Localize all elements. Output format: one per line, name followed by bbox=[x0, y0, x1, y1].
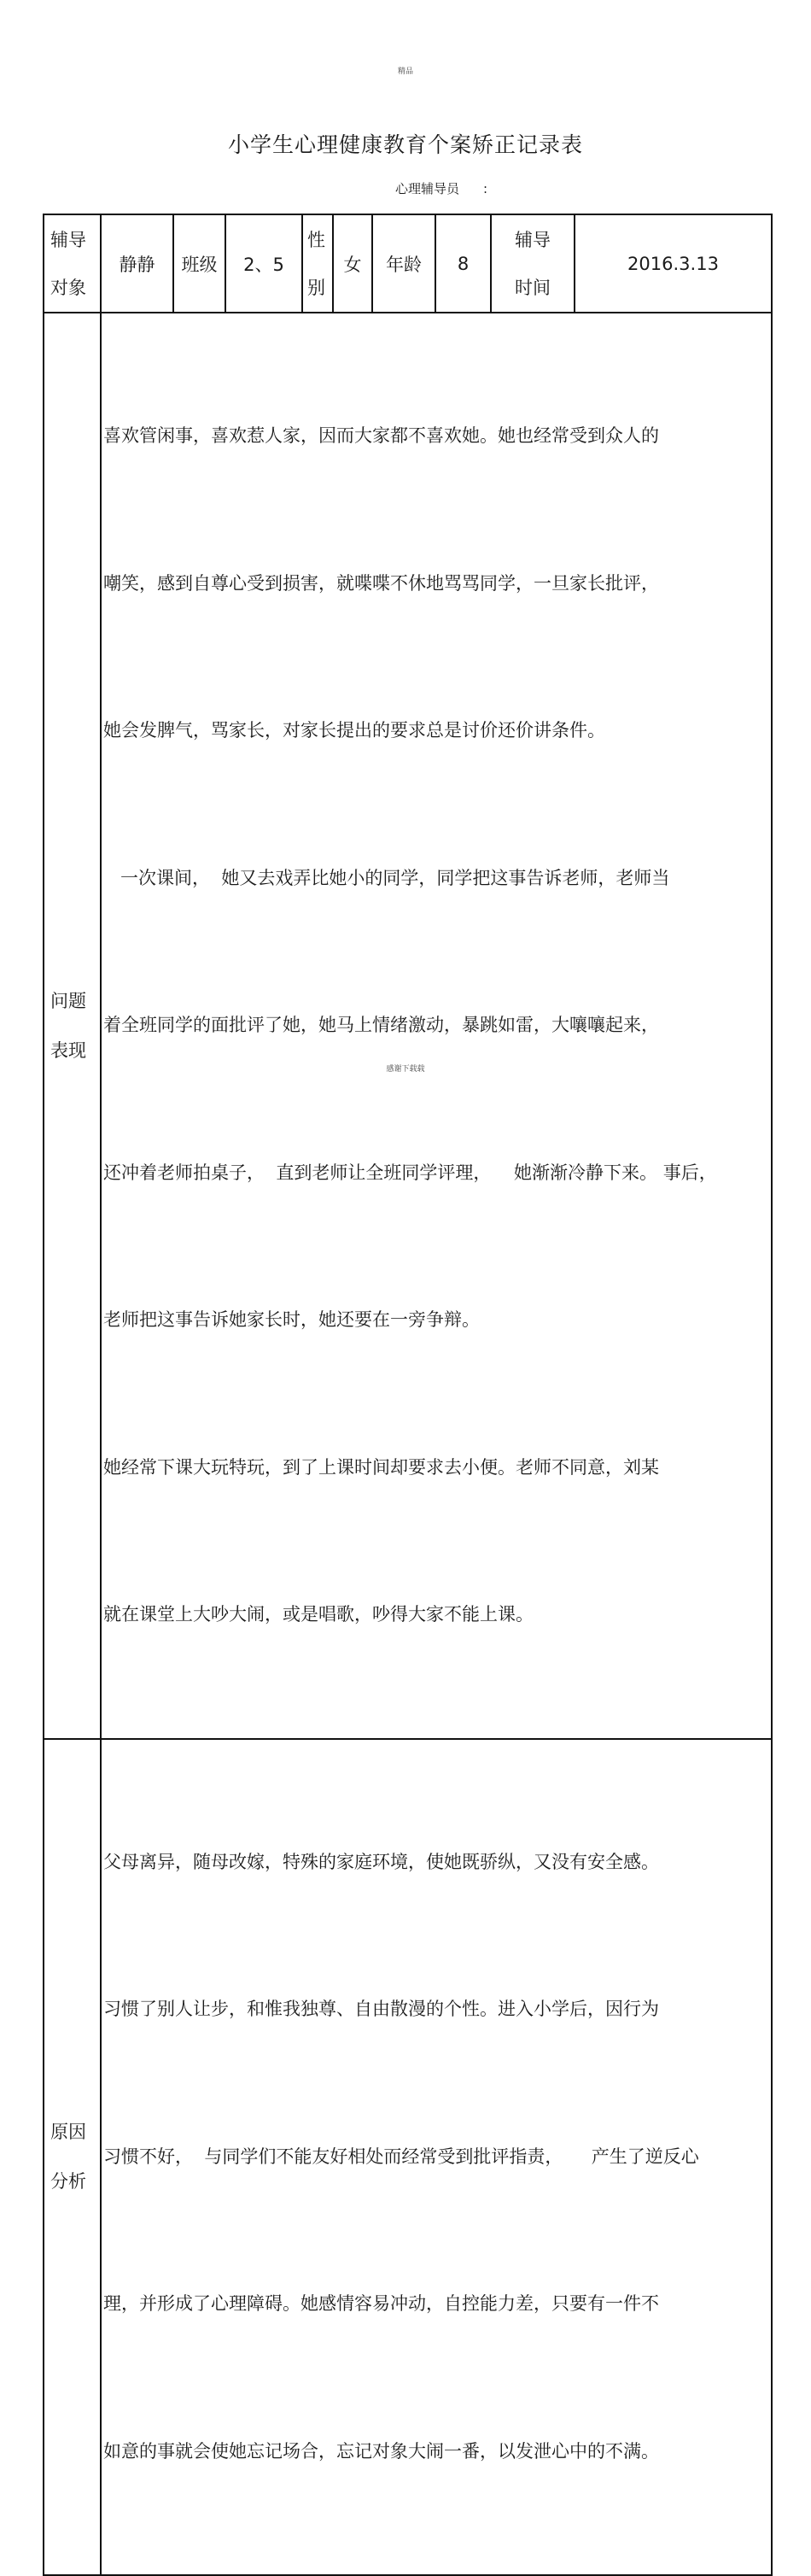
problem-line: 她会发脾气，骂家长，对家长提出的要求总是讨价还价讲条件。 bbox=[103, 720, 605, 741]
header-mark: 精品 bbox=[397, 67, 413, 76]
subject-label-top: 辅导 bbox=[50, 229, 86, 250]
cause-label-bottom: 分析 bbox=[50, 2171, 86, 2193]
counselor-line bbox=[395, 179, 487, 197]
cause-line: 习惯了别人让步，和惟我独尊、自由散漫的个性。进入小学后，因行为 bbox=[103, 1999, 659, 2019]
cause-content bbox=[101, 1739, 772, 2576]
student-name: 静静 bbox=[101, 214, 173, 313]
cause-line: 理，并形成了心理障碍。她感情容易冲动，自控能力差，只要有一件不 bbox=[103, 2293, 659, 2314]
cause-row bbox=[44, 1739, 772, 2576]
age-label: 年龄 bbox=[372, 214, 435, 313]
class-label: 班级 bbox=[173, 214, 225, 313]
problem-label-bottom: 表现 bbox=[50, 1039, 86, 1061]
problem-content bbox=[101, 313, 772, 1739]
time-label-cell bbox=[491, 214, 575, 313]
counseling-date: 2016.3.13 bbox=[575, 214, 772, 313]
cause-line: 父母离异，随母改嫁，特殊的家庭环境，使她既骄纵，又没有安全感。 bbox=[103, 1851, 659, 1872]
cause-line: 如意的事就会使她忘记场合，忘记对象大闹一番，以发泄心中的不满。 bbox=[103, 2440, 659, 2462]
counselor-label: 心理辅导员 bbox=[395, 181, 460, 196]
class-value: 2、5 bbox=[225, 214, 302, 313]
footer-mark: 感谢下载载 bbox=[386, 1065, 425, 1074]
gender-label-bottom: 别 bbox=[307, 277, 325, 298]
problem-line: 一次课间， 她又去戏弄比她小的同学，同学把这事告诉老师，老师当 bbox=[103, 867, 670, 888]
subject-label-bottom: 对象 bbox=[50, 277, 86, 298]
problem-line: 就在课堂上大吵大闹，或是唱歌，吵得大家不能上课。 bbox=[103, 1604, 534, 1625]
cause-label-cell bbox=[44, 1739, 101, 2576]
problem-line: 老师把这事告诉她家长时，她还要在一旁争辩。 bbox=[103, 1309, 480, 1330]
problem-line: 着全班同学的面批评了她，她马上情绪激动，暴跳如雷，大嚷嚷起来， bbox=[103, 1015, 659, 1035]
info-row bbox=[44, 214, 772, 313]
problem-label-cell bbox=[44, 313, 101, 1739]
gender-value: 女 bbox=[333, 214, 372, 313]
page-title: 小学生心理健康教育个案矫正记录表 bbox=[227, 132, 583, 157]
time-label-bottom: 时间 bbox=[515, 277, 551, 298]
problem-line: 喜欢管闲事，喜欢惹人家，因而大家都不喜欢她。她也经常受到众人的 bbox=[103, 425, 659, 446]
gender-label-top: 性 bbox=[307, 229, 325, 250]
problem-line: 嘲笑，感到自尊心受到损害，就喋喋不休地骂骂同学，一旦家长批评， bbox=[103, 572, 659, 594]
subject-label-cell bbox=[44, 214, 101, 313]
problem-line: 她经常下课大玩特玩，到了上课时间却要求去小便。老师不同意，刘某 bbox=[103, 1456, 659, 1478]
cause-line: 习惯不好， 与同学们不能友好相处而经常受到批评指责， 产生了逆反心 bbox=[103, 2146, 699, 2167]
problem-label-top: 问题 bbox=[50, 990, 86, 1011]
cause-label-top: 原因 bbox=[50, 2122, 86, 2143]
record-table bbox=[43, 214, 773, 2576]
age-value: 8 bbox=[435, 214, 491, 313]
problem-line: 还冲着老师拍桌子， 直到老师让全班同学评理， 她渐渐冷静下来。 事后， bbox=[103, 1162, 717, 1183]
counselor-colon: : bbox=[483, 181, 488, 196]
time-label-top: 辅导 bbox=[515, 229, 551, 250]
gender-label-cell bbox=[302, 214, 333, 313]
problem-row bbox=[44, 313, 772, 1739]
